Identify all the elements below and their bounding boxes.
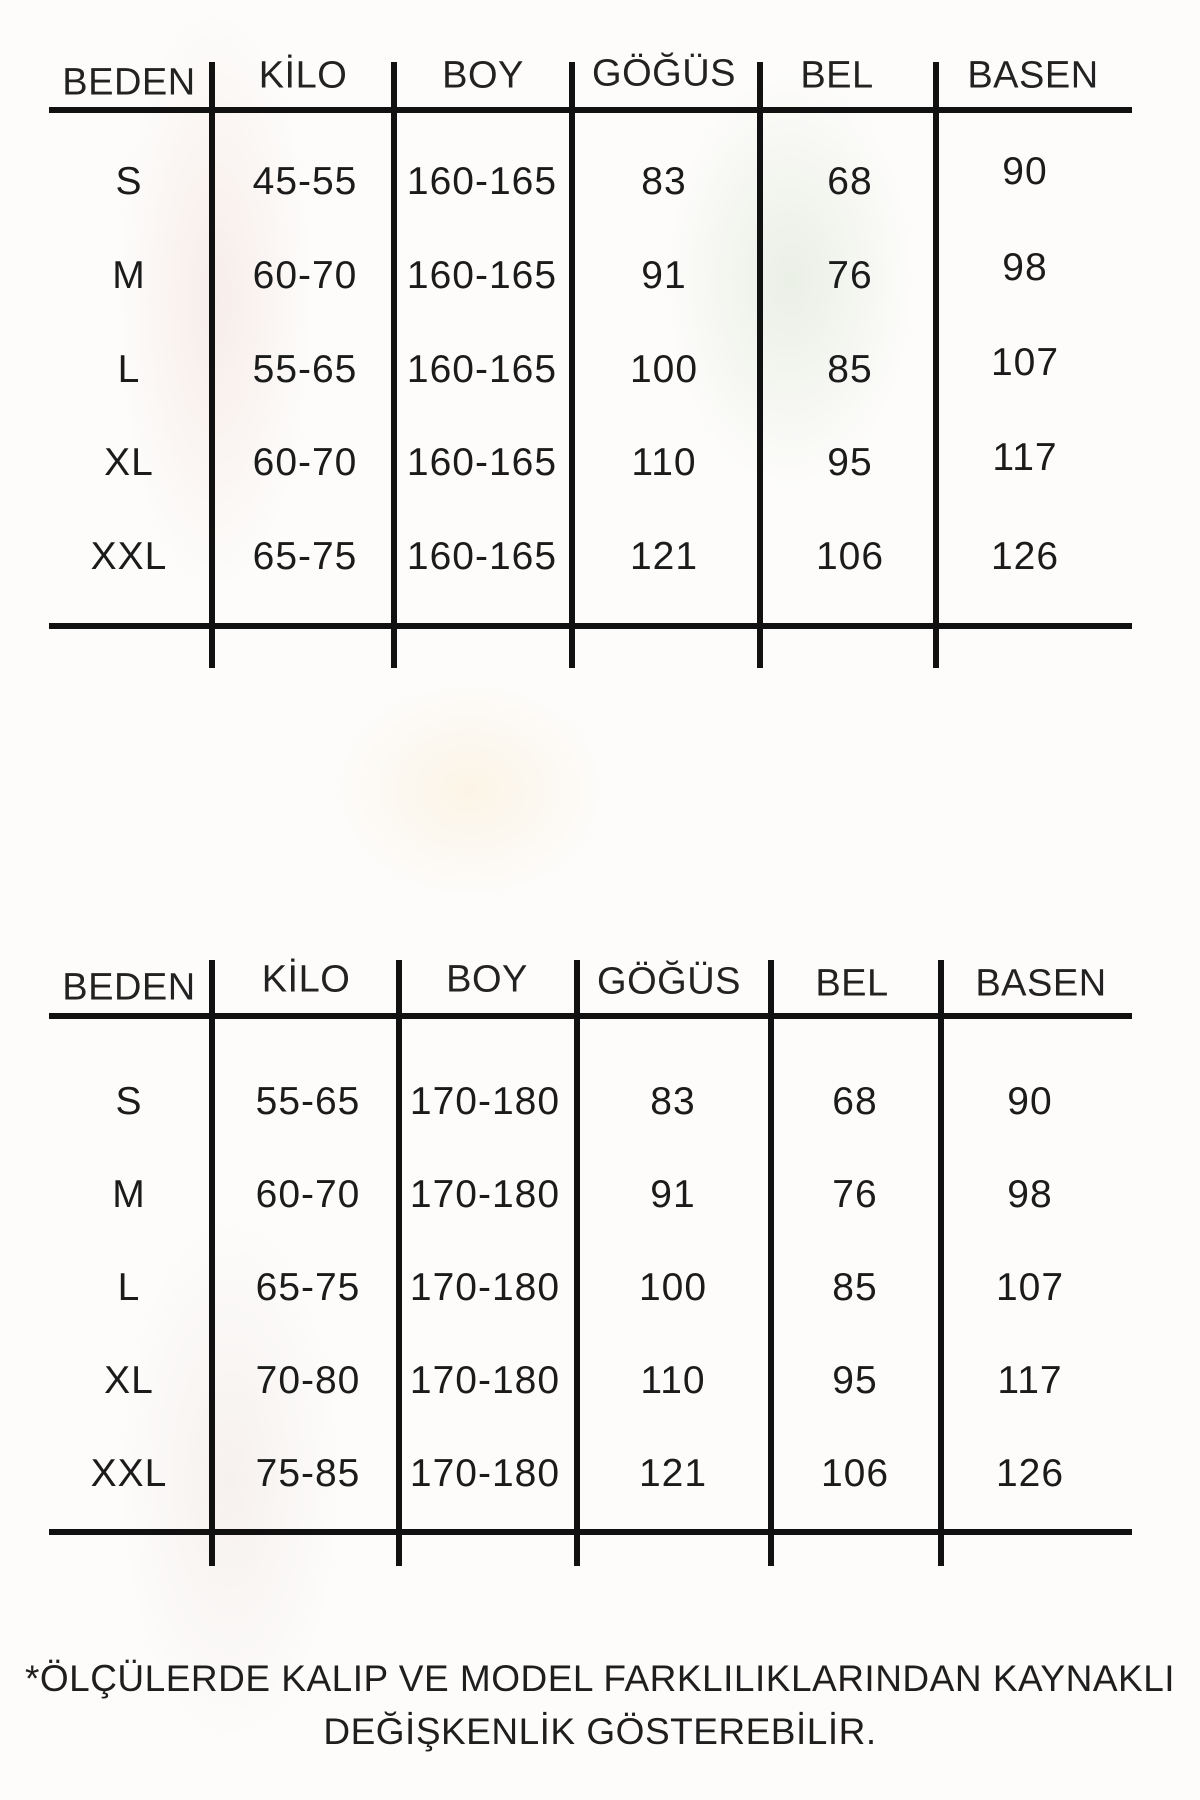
table-cell: 98: [1007, 1173, 1053, 1216]
column-divider: [396, 960, 402, 1566]
table-cell: 83: [650, 1080, 696, 1123]
table-cell: 106: [820, 1452, 890, 1495]
table-cell: 55-65: [255, 1080, 361, 1123]
table-cell: XXL: [90, 1452, 168, 1495]
table-cell: 160-165: [406, 441, 558, 484]
table-cell: 76: [832, 1173, 878, 1216]
table-cell: 121: [629, 535, 699, 578]
column-divider: [768, 960, 774, 1566]
table-cell: 170-180: [409, 1080, 561, 1123]
table-cell: 160-165: [406, 160, 558, 203]
disclaimer-line-2: DEĞİŞKENLİK GÖSTEREBİLİR.: [323, 1711, 877, 1752]
table-cell: 55-65: [252, 348, 358, 391]
table-cell: L: [117, 1266, 141, 1309]
column-divider: [569, 62, 575, 668]
header-rule: [49, 1013, 1132, 1019]
table-cell: 117: [992, 436, 1058, 479]
table-cell: 68: [827, 160, 873, 203]
table-cell: 121: [638, 1452, 708, 1495]
header-boy: BOY: [446, 958, 528, 1001]
table-cell: 60-70: [252, 254, 358, 297]
table-cell: 170-180: [409, 1173, 561, 1216]
table-cell: 83: [641, 160, 687, 203]
column-divider: [391, 62, 397, 668]
table-cell: 107: [990, 341, 1060, 384]
table-cell: S: [115, 160, 143, 203]
table-cell: 60-70: [255, 1173, 361, 1216]
table-cell: 95: [827, 441, 873, 484]
table-cell: 65-75: [252, 535, 358, 578]
table-cell: 160-165: [406, 254, 558, 297]
bottom-rule: [49, 1529, 1132, 1535]
table-cell: 160-165: [406, 535, 558, 578]
table-cell: 100: [629, 348, 699, 391]
table-cell: 110: [631, 441, 697, 484]
table-cell: 160-165: [406, 348, 558, 391]
header-basen: BASEN: [975, 962, 1107, 1005]
column-divider: [574, 960, 580, 1566]
header-bel: BEL: [800, 54, 874, 97]
table-cell: 107: [995, 1266, 1065, 1309]
header-gogus: GÖĞÜS: [592, 52, 736, 95]
header-kilo: KİLO: [261, 958, 351, 1001]
table-cell: 45-55: [252, 160, 358, 203]
size-table-2: [0, 900, 1200, 1600]
table-cell: 85: [827, 348, 873, 391]
table-cell: XXL: [90, 535, 168, 578]
disclaimer-line-1: *ÖLÇÜLERDE KALIP VE MODEL FARKLILIKLARINDAN KAYNAKLI: [24, 1658, 1176, 1699]
table-cell: 98: [1002, 246, 1048, 289]
table-cell: 65-75: [255, 1266, 361, 1309]
table-cell: 91: [650, 1173, 696, 1216]
table-cell: 60-70: [252, 441, 358, 484]
header-boy: BOY: [442, 54, 524, 97]
bottom-rule: [49, 623, 1132, 629]
disclaimer-note: [0, 1652, 1200, 1758]
table-cell: 100: [638, 1266, 708, 1309]
table-cell: S: [115, 1080, 143, 1123]
header-kilo: KİLO: [258, 54, 348, 97]
header-basen: BASEN: [967, 54, 1099, 97]
table-cell: 110: [640, 1359, 706, 1402]
table-cell: 106: [815, 535, 885, 578]
header-beden: BEDEN: [62, 61, 196, 104]
header-rule: [49, 107, 1132, 113]
table-cell: 90: [1002, 150, 1048, 193]
table-cell: M: [112, 1173, 146, 1216]
header-gogus: GÖĞÜS: [597, 960, 741, 1003]
table-cell: 75-85: [255, 1452, 361, 1495]
column-divider: [209, 960, 215, 1566]
header-bel: BEL: [815, 962, 889, 1005]
table-cell: XL: [104, 441, 154, 484]
table-cell: 90: [1007, 1080, 1053, 1123]
table-cell: 76: [827, 254, 873, 297]
table-cell: 170-180: [409, 1359, 561, 1402]
table-cell: 170-180: [409, 1266, 561, 1309]
table-cell: L: [117, 348, 141, 391]
table-cell: 68: [832, 1080, 878, 1123]
table-cell: 126: [995, 1452, 1065, 1495]
table-cell: 126: [990, 535, 1060, 578]
table-cell: XL: [104, 1359, 154, 1402]
header-beden: BEDEN: [62, 966, 196, 1009]
table-cell: 70-80: [255, 1359, 361, 1402]
table-cell: M: [112, 254, 146, 297]
table-cell: 85: [832, 1266, 878, 1309]
column-divider: [757, 62, 763, 668]
size-table-1: [0, 0, 1200, 700]
table-cell: 91: [641, 254, 687, 297]
column-divider: [209, 62, 215, 668]
table-cell: 117: [997, 1359, 1063, 1402]
column-divider: [938, 960, 944, 1566]
table-cell: 170-180: [409, 1452, 561, 1495]
table-cell: 95: [832, 1359, 878, 1402]
column-divider: [933, 62, 939, 668]
